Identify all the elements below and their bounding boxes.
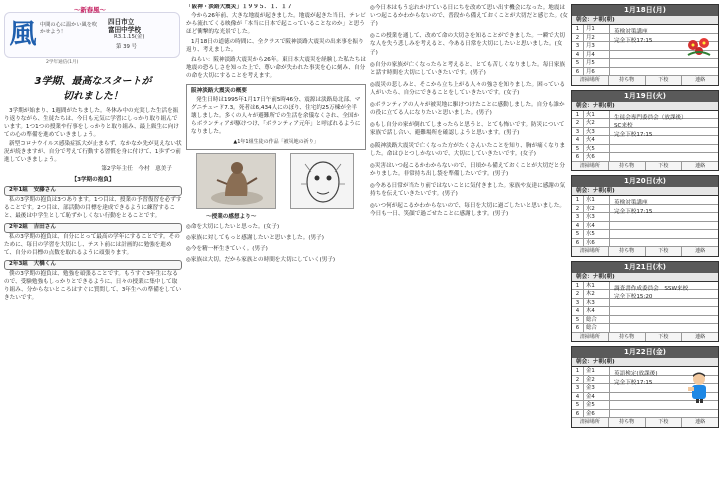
day-title: 1月21日(木) [572,262,718,273]
period-subject: 月5 [584,59,610,67]
thought-item: ◎命を大切にしたいと思った。(女子) [186,224,280,231]
period-subject: 水2 [584,205,610,213]
day-block [571,261,719,343]
footer-cell: 連絡 [695,333,706,340]
period-number: 6 [572,239,584,247]
footer-cell: 下校 [646,333,683,342]
period-number: 2 [572,34,584,42]
day-note: 完全下校17:15 [614,37,653,44]
period-number: 3 [572,299,584,307]
period-number: 5 [572,316,584,324]
period-row [572,153,718,162]
thought-item: ◎家族は大切。だから家族との時間を大切にしていく(男子) [186,256,336,263]
footer-cell: 清掃場所 [572,418,609,427]
school-name [108,18,141,34]
logo-character: 風 [9,19,37,50]
period-number: 1 [572,196,584,204]
day-note: 完全下校17:15 [614,379,653,386]
footer-cell: 持ち物 [609,247,646,256]
period-subject: 火6 [584,153,610,161]
day-note: 完全下校17:15 [614,208,653,215]
period-number: 4 [572,307,584,315]
class-text: 私の3学期の抱負は、自分にとって最高の学年にすることです。そのために、毎日の学習を大切にし、テスト前には計画的に勉強を進めて、自分の目標の点数を取れるように頑張ります。 [4,234,180,256]
period-subject: 水5 [584,230,610,238]
period-number: 4 [572,222,584,230]
school-city: 四日市立 [108,18,135,26]
period-subject: 火1 [584,111,610,119]
day-note: 完全下校15:20 [614,294,653,301]
period-number: 6 [572,410,584,418]
period-subject: 月2 [584,34,610,42]
period-row [572,239,718,248]
period-number: 4 [572,136,584,144]
day-note: 英検対策講座 [614,29,648,35]
class-text: 私の3学期の抱負は3つあります。1つ目は、授業の予習復習を必ずすることです。2つ目は、部活動の目標を達成できるように練習すること、最後は中学生として恥ずかしくない行動をとることです。 [4,197,182,220]
day-title: 1月20日(水) [572,176,718,187]
period-subject: 火3 [584,128,610,136]
column-intro [4,4,182,496]
period-subject: 木2 [584,290,610,298]
reflection-item: ◎いつ何が起こるかわからないので、毎日を大切に過ごしたいと思いました。今日も一日、笑顔で過ごせたことに感謝します。(男子) [370,203,565,218]
period-row [572,68,718,77]
period-number: 1 [572,111,584,119]
period-row [572,59,718,68]
period-number: 2 [572,205,584,213]
day-footer [572,418,718,427]
period-subject: 金4 [584,393,610,401]
headline-line-1: 3学期、最高なスタートが [34,76,152,87]
period-number: 5 [572,401,584,409]
masthead-subtitle: 中間の心に温かい風を吹かせよう！ [40,22,98,36]
day-block [571,4,719,86]
day-notes [610,196,718,220]
footer-cell: 持ち物 [609,76,646,85]
period-subject: 総合 [584,324,610,332]
face-sketch-illustration [291,154,354,209]
period-number: 3 [572,384,584,392]
spring-label: 〜新春風〜 [74,6,106,14]
day-title: 1月19日(火) [572,91,718,102]
thoughts-list [186,224,366,265]
issue-number: 第 39 号 [116,44,138,50]
day-morning-meeting: 朝会：ナ朝(朝) [572,16,718,25]
period-number: 1 [572,282,584,290]
masthead [4,4,182,66]
day-morning-meeting: 朝会：ナ朝(朝) [572,358,718,367]
period-number: 2 [572,290,584,298]
footer-cell: 連絡 [695,77,706,83]
period-row [572,307,718,316]
day-notes [610,282,718,306]
day-note: 生徒会専門委員会（放課後） [614,114,687,121]
period-subject: 月3 [584,42,610,50]
flower-icon [684,35,714,59]
class-text: 僕の3学期の抱負は、勉強を頑張ることです。もうすぐ3年生になるので、受験勉強もしっかりとできるように、日々の授業に集中して取り組み、分からないところはすぐに質問して、3年生への準備をしていきたいです。 [4,270,182,301]
footer-cell: 連絡 [695,162,706,169]
period-row [572,316,718,325]
headline [4,74,182,104]
footer-cell: 清掃場所 [572,247,609,256]
period-number: 6 [572,68,584,76]
period-subject: 水1 [584,196,610,204]
headline-line-2: 切れました！ [63,91,123,102]
footer-cell: 清掃場所 [572,333,609,342]
day-note: 調査書作成委員会 SSW来校 [614,285,689,292]
period-number: 5 [572,59,584,67]
face-drawing [290,153,354,209]
footer-cell: 清掃場所 [572,76,609,85]
day-title: 1月18日(月) [572,5,718,16]
period-subject: 総合 [584,316,610,324]
period-number: 6 [572,324,584,332]
thoughts-heading: 〜授業の感想より〜 [206,214,257,221]
thought-item: ◎家族に対してもっと感謝したいと思いました。(男子) [186,235,324,242]
column-earthquake-lesson [186,4,366,496]
photo-area [186,153,366,211]
period-subject: 金5 [584,401,610,409]
footer-cell: 下校 [646,162,683,171]
sculpture-illustration [197,154,276,209]
period-number: 1 [572,25,584,33]
goals-heading: 【3学期の抱負】 [71,176,115,183]
period-row [572,230,718,239]
teacher-icon [686,371,712,403]
period-number: 4 [572,393,584,401]
reflection-item: ◎ボランティアの人々が被災地に駆けつけたことに感動しました。自分も誰かの役に立てる人になりたいと思いました。(男子) [370,102,565,117]
footer-cell: 連絡 [695,248,706,254]
thought-item: ◎今を精一杯生きていく。(男子) [186,245,268,252]
day-footer [572,162,718,171]
period-number: 3 [572,128,584,136]
period-subject: 月6 [584,68,610,76]
period-subject: 金3 [584,384,610,392]
lesson-paragraph: ねらい：阪神淡路大震災から26年。東日本大震災を経験した私たちは地震の恐ろしさを知った上で、尊い命が失われた事実を心に刻み、自分の命を大切にすることを考えます。 [186,56,366,79]
class-heading: 2年2組 吉田さん [4,223,182,233]
column-reflections [370,4,568,496]
lesson-paragraph: 1月18日の道徳の時間に、全クラスで阪神淡路大震災の出来事を振り返り、考えました。 [186,38,364,53]
reflection-item: ◎今ある日常が当たり前ではないことに気付きました。家族や友達に感謝の気持ちを伝えていきたいです。(男子) [370,182,566,198]
period-number: 2 [572,376,584,384]
period-subject: 木1 [584,282,610,290]
period-subject: 月4 [584,51,610,59]
footer-cell: 下校 [646,76,683,85]
day-notes [610,111,718,144]
footer-cell: 持ち物 [609,162,646,171]
day-title: 1月22日(金) [572,347,718,358]
footer-cell: 清掃場所 [572,162,609,171]
period-number: 6 [572,153,584,161]
sculpture-photo [196,153,276,209]
day-note: 英検対策講座 [614,200,648,206]
summary-text: 発生日時は1995年1月17日午前5時46分、震源は淡路島北部、マグニチュード7.3。死者は6,434人にのぼり、住宅約25万棟が全半壊しました。多くの人々が避難所での生活を余儀なくされ、全国からボランティアが駆けつけ、「ボランティア元年」と呼ばれるようになりました。 [191,97,361,136]
reflection-item: ◎今日本はもう忘れかけている日にちを改めて思い出す機会になった。地震はいつ起こるかわからないので、普段から備えておくことが大切だと感じた。(女子) [370,5,568,28]
period-number: 5 [572,230,584,238]
period-number: 5 [572,145,584,153]
day-morning-meeting: 朝会：ナ朝(朝) [572,102,718,111]
period-subject: 火4 [584,136,610,144]
intro-paragraph: 3学期が始まり、1週間がたちました。冬休み中の充実した生活を振り返りながら、生徒たちは、今日も元気に学習にしっかり取り組んでいます。1つ1つの授業や行事をしっかりと取り組み、最上級生に向けての心の準備を進めていきましょう。 [4,108,179,138]
weekly-schedule [571,4,719,496]
footer-cell: 下校 [646,418,683,427]
day-block [571,90,719,172]
period-subject: 火2 [584,119,610,127]
period-row [572,222,718,231]
footer-cell: 連絡 [695,419,706,425]
earthquake-heading: 「阪神・淡路大震災」１９９５．１．１７ [186,4,293,10]
reflection-item: ◎自分の家族が亡くなったらと考えると、とても苦しくなりました。毎日家族と話す時間を大切にしていきたいです。(男子) [370,61,566,76]
period-subject: 木3 [584,299,610,307]
day-block [571,175,719,257]
reflection-item: ◎災害はいつ起こるかわからないので、日頃から備えておくことが大切だと分かりました。非常持ち出し袋を準備したいです。(男子) [370,162,565,177]
period-number: 3 [572,213,584,221]
class-heading: 2年3組 大橋くん [4,260,182,270]
period-number: 3 [572,42,584,50]
issue-date: R3.1.15(金) [114,34,145,40]
signature: 第2学年主任 今村 恵美子 [101,165,172,172]
period-row [572,145,718,154]
period-subject: 金6 [584,410,610,418]
period-subject: 火5 [584,145,610,153]
period-subject: 月1 [584,25,610,33]
day-footer [572,76,718,85]
period-row [572,410,718,419]
period-subject: 金2 [584,376,610,384]
day-note: 完全下校17:15 [614,132,653,139]
period-subject: 金1 [584,367,610,375]
day-note: SC来校 [614,123,633,130]
editor-label: 2学年通信(1月) [46,60,79,65]
school-grade: 富田中学校 [108,26,141,35]
period-row [572,324,718,333]
period-number: 1 [572,367,584,375]
period-subject: 木4 [584,307,610,315]
period-subject: 水6 [584,239,610,247]
period-subject: 水4 [584,222,610,230]
footer-cell: 持ち物 [609,418,646,427]
day-morning-meeting: 朝会：ナ朝(朝) [572,273,718,282]
artwork-caption: ▲1年1組生徒の作品「被災地の祈り」 [233,139,319,146]
day-footer [572,333,718,342]
day-morning-meeting: 朝会：ナ朝(朝) [572,187,718,196]
day-footer [572,247,718,256]
intro-paragraph: 新型コロナウイルス感染症拡大が止まらず、なかなか先が見えない状況が続きますが、自分で考えて行動する習慣を身に付けて、1歩ずつ前進していきましょう。 [4,140,182,163]
summary-title: 阪神淡路大震災の概要 [191,88,247,95]
footer-cell: 下校 [646,247,683,256]
earthquake-summary-box [186,84,366,150]
footer-cell: 持ち物 [609,333,646,342]
class-heading: 2年1組 安藤さん [4,186,182,196]
reflection-item: ◎震災の悲しみと、そこから立ち上がる人々の強さを知りました。困っている人がいたら、自分にできることをしていきたいです。(女子) [370,81,566,96]
period-number: 2 [572,119,584,127]
reflection-item: ◎阪神淡路大震災で亡くなった方がたくさんいたことを知り、胸が痛くなりました。命はひとつしかないので、大切にしていきたいです。(女子) [370,142,566,157]
reflection-item: ◎もし自分の家が倒れてしまったらと思うと、とても怖いです。防災について家族で話し合い、避難場所を確認しようと思います。(男子) [370,122,565,137]
period-number: 4 [572,51,584,59]
reflection-item: ◎この授業を通して、改めて命の大切さを知ることができました。一瞬で大切な人を失う悲しみを考えると、今ある日常を大切にしたいと思いました。(女子) [370,33,565,56]
day-block [571,346,719,428]
lesson-paragraph: 今から26年前、大きな地震が起きました。地震が起きた当日、テレビから流れてくる映像が「本当に日本で起こっていることなのか」と思うほど衝撃的な光景でした。 [186,12,366,35]
period-subject: 水3 [584,213,610,221]
day-note: 英語検定(放課後) [614,371,658,377]
